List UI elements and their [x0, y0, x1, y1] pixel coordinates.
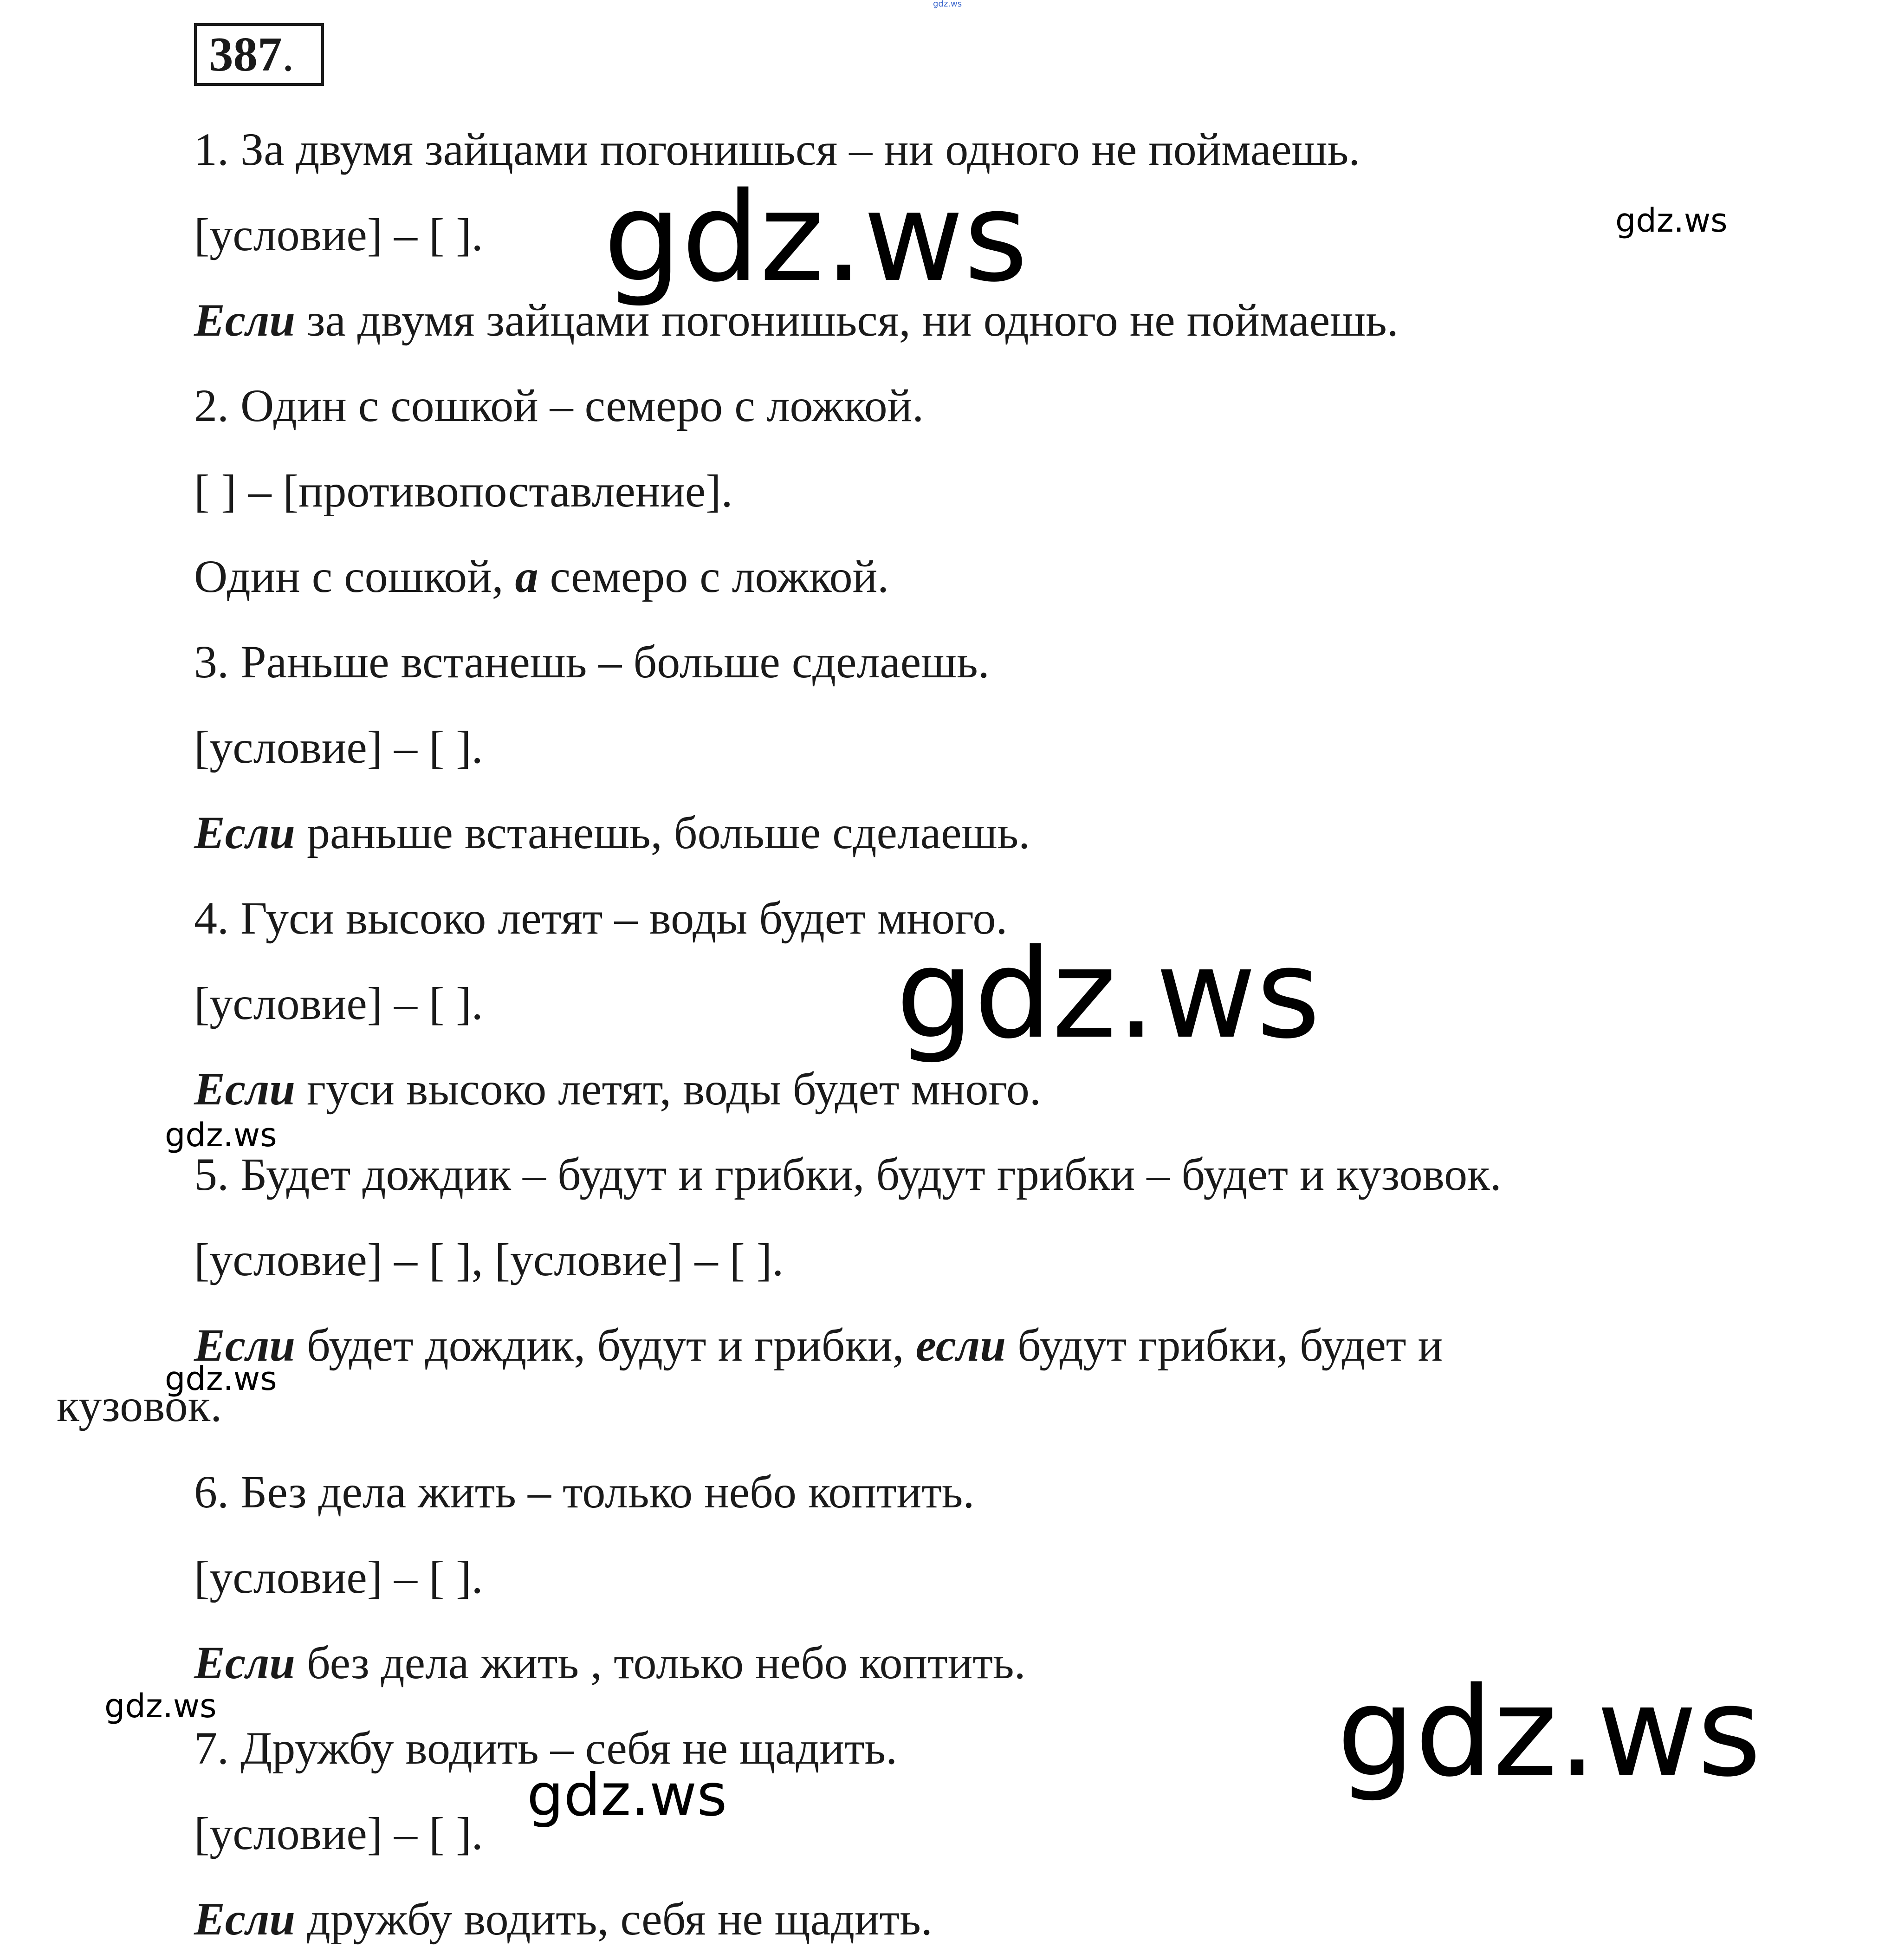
watermark-tiny-top: gdz.ws — [933, 0, 962, 9]
watermark-big-3: gdz.ws — [1337, 1661, 1762, 1804]
watermark-mid-bottom: gdz.ws — [527, 1762, 727, 1829]
item-1-conjunction: Если — [194, 294, 296, 346]
item-5-rest-2: будут грибки, будет и — [1006, 1319, 1443, 1371]
item-7-rest: дружбу водить, себя не щадить. — [295, 1893, 933, 1945]
item-5-rest-1: будет дождик, будут и грибки, — [295, 1319, 916, 1371]
item-4-conjunction: Если — [194, 1063, 296, 1115]
watermark-big-2: gdz.ws — [896, 923, 1321, 1066]
watermark-small-left-3: gdz.ws — [104, 1687, 217, 1725]
item-6-transformed — [194, 1635, 1026, 1691]
item-7-conjunction: Если — [194, 1893, 296, 1945]
task-number-box — [194, 23, 324, 86]
watermark-small-left-1: gdz.ws — [165, 1116, 277, 1154]
item-5-scheme: [условие] – [ ], [условие] – [ ]. — [194, 1234, 784, 1285]
item-5-conjunction-1: Если — [194, 1319, 296, 1371]
item-3-transformed — [194, 805, 1030, 861]
item-2-conjunction: а — [515, 551, 538, 602]
item-5-transformed-continuation: кузовок. — [57, 1380, 222, 1431]
item-7-transformed — [194, 1891, 933, 1947]
item-4-rest: гуси высоко летят, воды будет много. — [295, 1063, 1041, 1115]
item-6-rest: без дела жить , только небо коптить. — [295, 1637, 1026, 1688]
item-4-transformed — [194, 1061, 1041, 1117]
item-3-proverb: 3. Раньше встанешь – больше сделаешь. — [194, 636, 990, 688]
task-number-suffix: . — [282, 27, 294, 81]
item-1-scheme: [условие] – [ ]. — [194, 209, 483, 260]
item-6-conjunction: Если — [194, 1637, 296, 1688]
item-7-scheme: [условие] – [ ]. — [194, 1808, 483, 1859]
item-1-proverb: 1. За двумя зайцами погонишься – ни одного не поймаешь. — [194, 123, 1360, 175]
item-4-scheme: [условие] – [ ]. — [194, 978, 483, 1029]
item-5-proverb: 5. Будет дождик – будут и грибки, будут грибки – будет и кузовок. — [194, 1149, 1502, 1200]
item-3-conjunction: Если — [194, 807, 296, 858]
watermark-small-right-top: gdz.ws — [1615, 201, 1728, 240]
item-3-scheme: [условие] – [ ]. — [194, 721, 483, 773]
item-2-rest: семеро с ложкой. — [538, 551, 889, 602]
item-5-conjunction-2: если — [915, 1319, 1006, 1371]
item-7-proverb: 7. Дружбу водить – себя не щадить. — [194, 1722, 898, 1774]
watermark-small-left-2: gdz.ws — [165, 1360, 277, 1398]
item-2-transformed — [194, 549, 889, 604]
item-1-rest: за двумя зайцами погонишься, ни одного не поймаешь. — [295, 294, 1399, 346]
item-4-proverb: 4. Гуси высоко летят – воды будет много. — [194, 892, 1008, 944]
item-6-scheme: [условие] – [ ]. — [194, 1551, 483, 1603]
watermark-big-1: gdz.ws — [603, 166, 1028, 309]
item-5-transformed — [194, 1317, 1443, 1373]
item-2-pre: Один с сошкой, — [194, 551, 515, 602]
item-3-rest: раньше встанешь, больше сделаешь. — [295, 807, 1030, 858]
task-number: 387 — [209, 27, 282, 81]
item-2-proverb: 2. Один с сошкой – семеро с ложкой. — [194, 380, 924, 431]
item-6-proverb: 6. Без дела жить – только небо коптить. — [194, 1466, 975, 1518]
item-2-scheme: [ ] – [противопоставление]. — [194, 465, 733, 517]
